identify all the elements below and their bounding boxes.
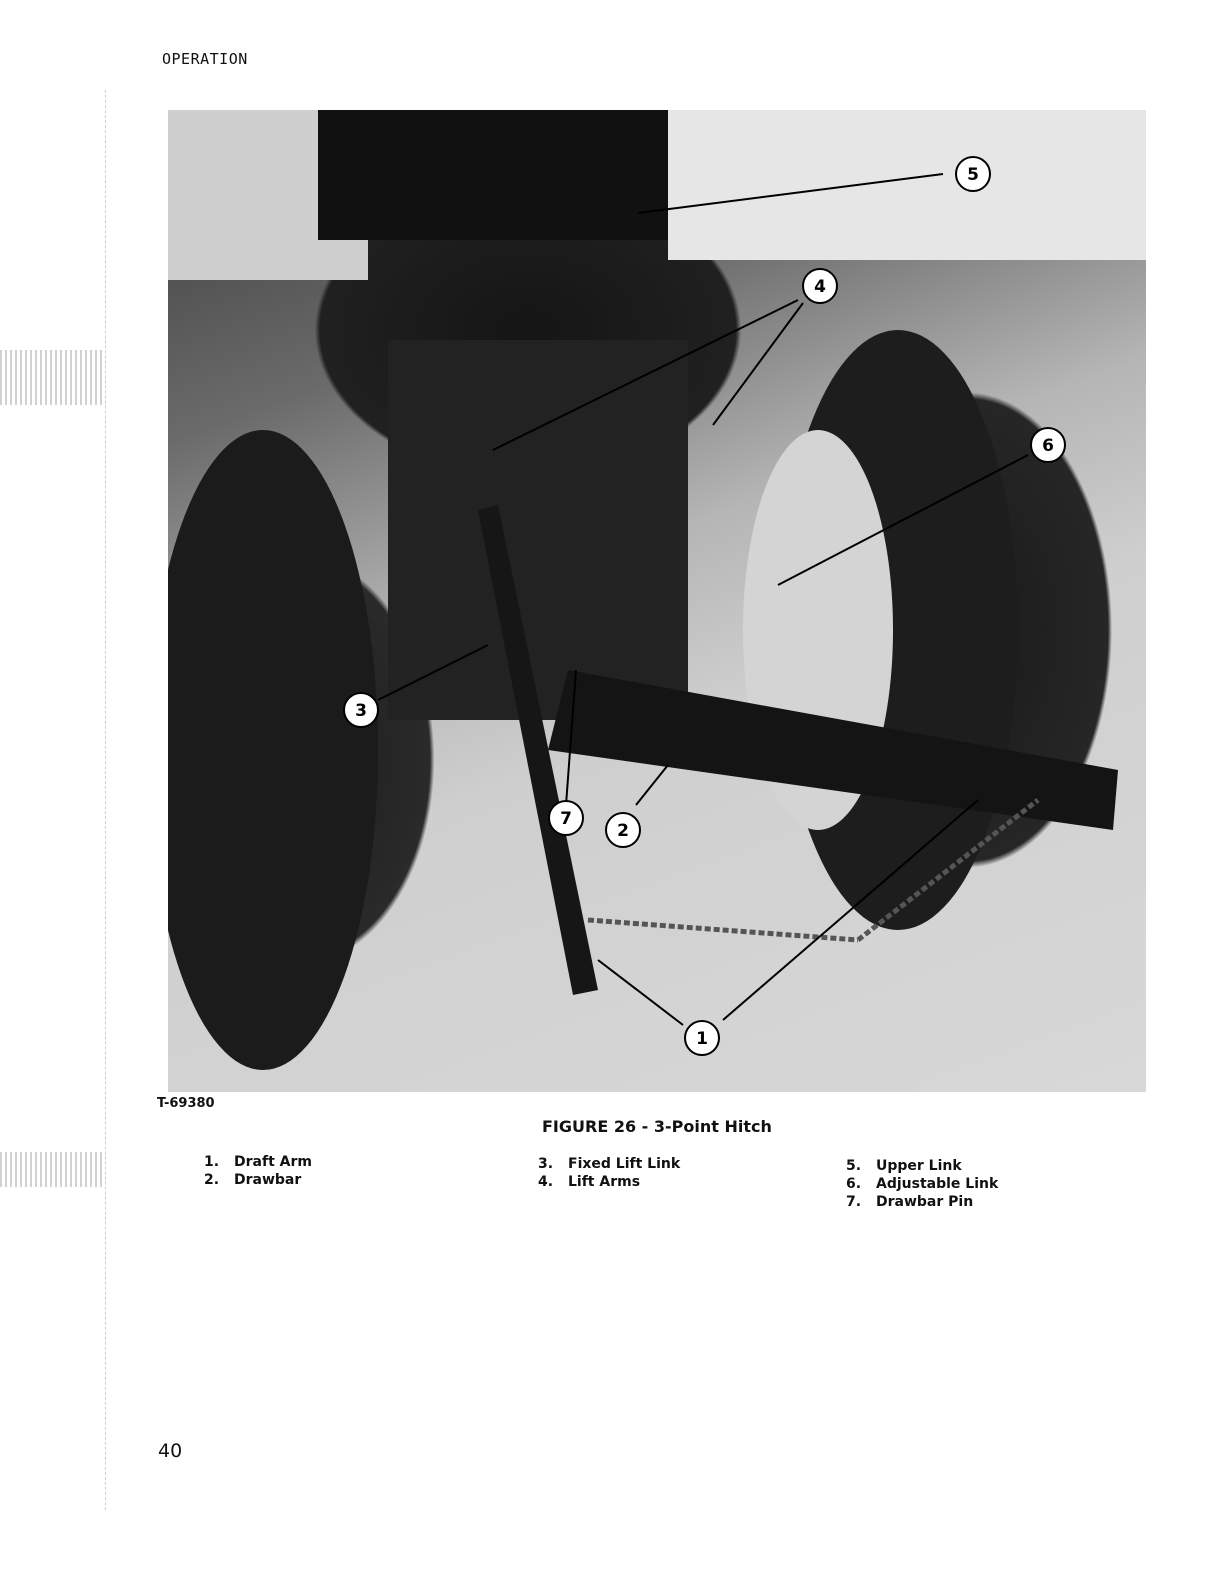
legend-item: 7. Drawbar Pin: [846, 1194, 974, 1210]
binding-margin-line: [105, 90, 106, 1510]
scan-speckle: [0, 350, 105, 405]
leader-line-2: [636, 765, 668, 805]
hitch-photo: [168, 110, 1146, 1092]
photo-id: T-69380: [157, 1096, 215, 1111]
rear-fender-shape: [668, 110, 1146, 260]
callout-2: 2: [617, 821, 629, 841]
legend-item: 5. Upper Link: [846, 1158, 962, 1174]
legend-label: Drawbar: [234, 1172, 302, 1188]
legend-item: 6. Adjustable Link: [846, 1176, 999, 1192]
legend-label: Upper Link: [876, 1158, 962, 1174]
legend-column-3: [846, 1157, 998, 1211]
callout-1: 1: [696, 1029, 708, 1049]
legend-column-2: [538, 1155, 680, 1191]
center-housing-shape: [388, 340, 688, 720]
legend-item: 1. Draft Arm: [204, 1154, 312, 1170]
legend-item: 3. Fixed Lift Link: [538, 1156, 681, 1172]
scan-speckle: [0, 1152, 105, 1187]
callout-3: 3: [355, 701, 367, 721]
legend-label: Draft Arm: [234, 1154, 312, 1170]
legend-item: 4. Lift Arms: [538, 1174, 641, 1190]
figure-caption: FIGURE 26 - 3-Point Hitch: [542, 1117, 772, 1136]
legend-label: Drawbar Pin: [876, 1194, 974, 1210]
callout-6: 6: [1042, 436, 1054, 456]
legend-label: Adjustable Link: [876, 1176, 999, 1192]
callout-5: 5: [967, 165, 979, 185]
leader-line-1a: [598, 960, 683, 1025]
legend-item: 2. Drawbar: [204, 1172, 302, 1188]
section-header: OPERATION: [162, 50, 248, 68]
page-number: 40: [158, 1440, 183, 1462]
seat-back-shape: [318, 110, 668, 240]
legend-column-1: [204, 1153, 312, 1189]
leader-line-4b: [713, 303, 803, 425]
legend-label: Lift Arms: [568, 1174, 641, 1190]
left-tire-shape: [168, 430, 378, 1070]
chain-shape: [588, 920, 858, 940]
legend-label: Fixed Lift Link: [568, 1156, 681, 1172]
photo-illustration: [168, 110, 1146, 1092]
callout-4: 4: [814, 277, 826, 297]
callout-7: 7: [560, 809, 572, 829]
